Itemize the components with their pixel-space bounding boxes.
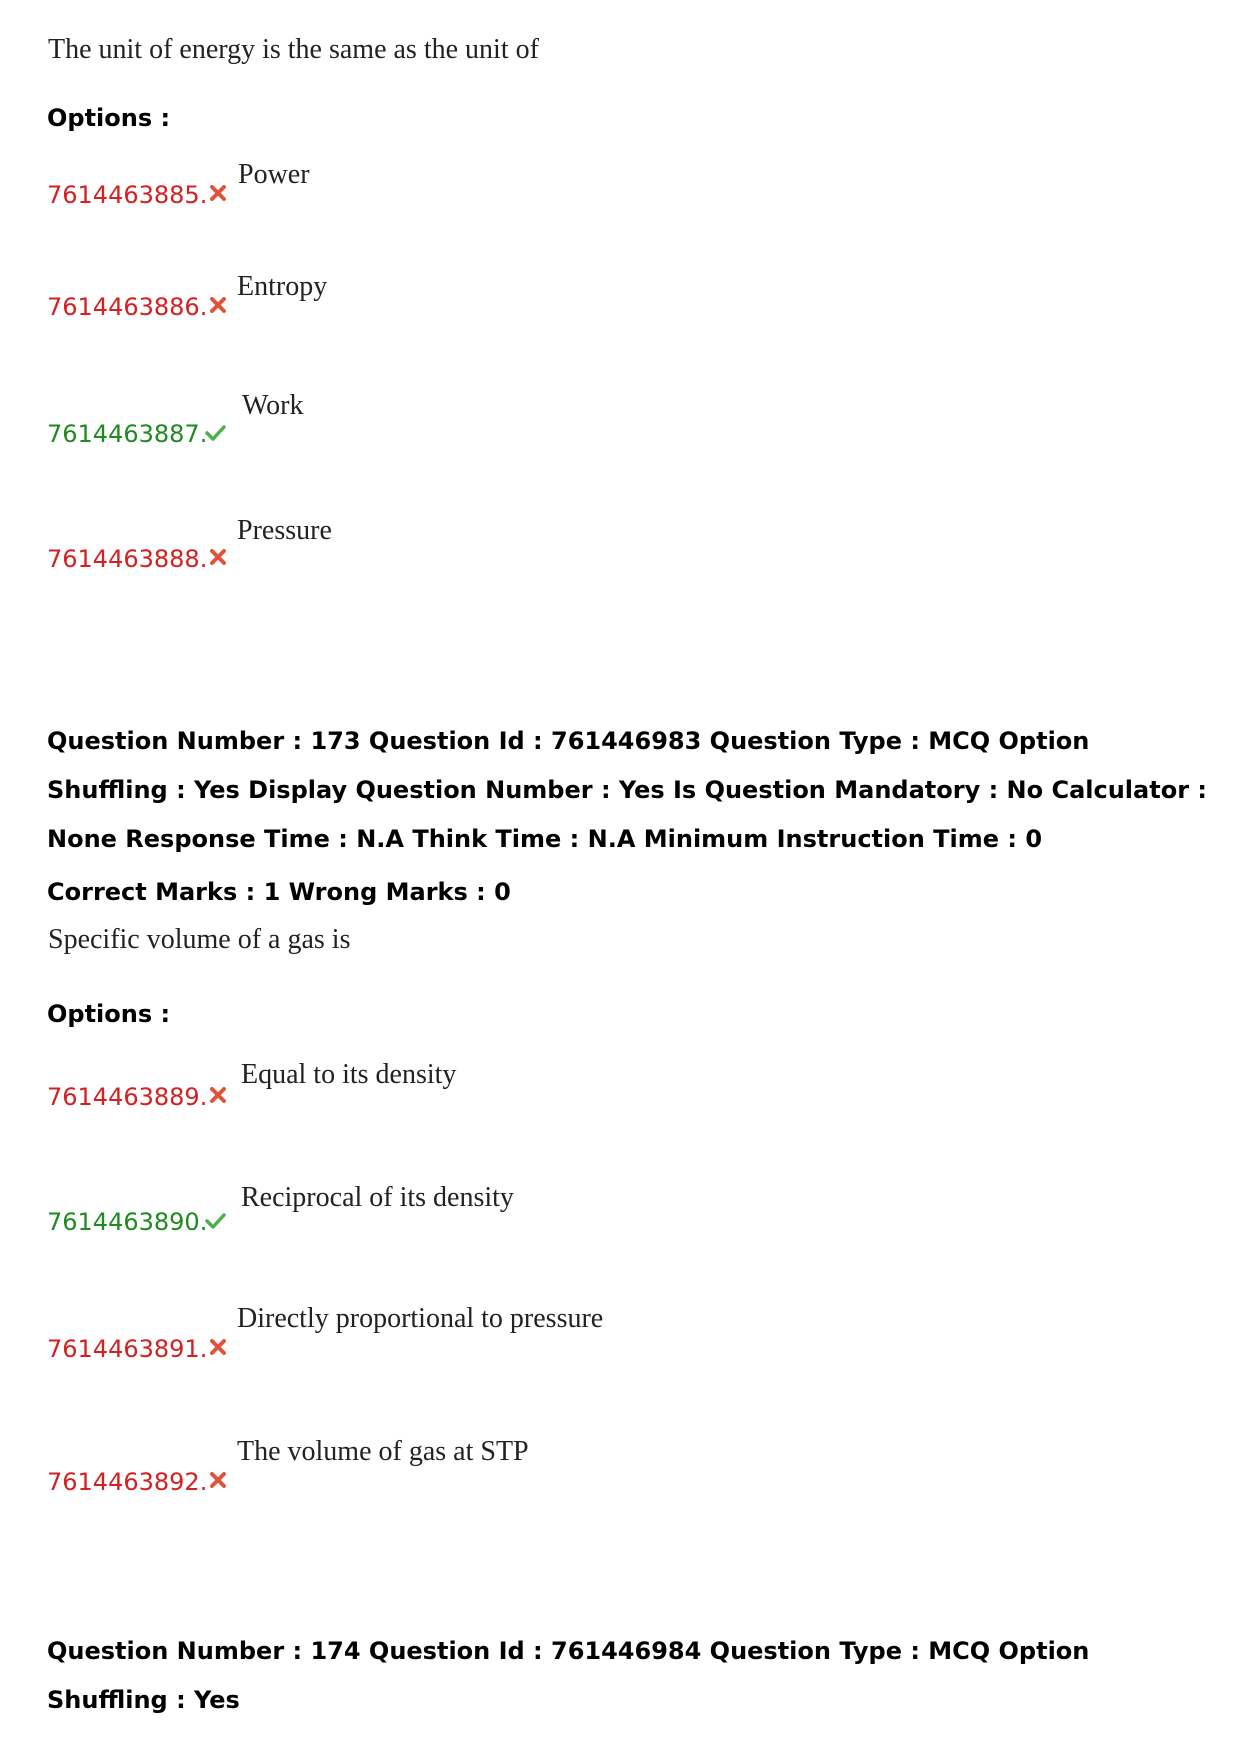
options-label: Options :: [47, 1000, 171, 1028]
option-text: Power: [238, 159, 310, 190]
option-text: Directly proportional to pressure: [237, 1303, 604, 1334]
option-id: 7614463890.: [47, 1208, 208, 1236]
option-id: 7614463886.: [47, 293, 208, 321]
options-label: Options :: [47, 104, 171, 132]
cross-icon: [207, 546, 229, 568]
option-id: 7614463892.: [47, 1468, 208, 1496]
option-text: Pressure: [237, 515, 332, 546]
option-text: The volume of gas at STP: [237, 1436, 529, 1467]
cross-icon: [207, 1084, 229, 1106]
check-icon: [204, 422, 226, 444]
check-icon: [204, 1210, 226, 1232]
cross-icon: [207, 1469, 229, 1491]
option-id: 7614463887.: [47, 420, 208, 448]
option-id: 7614463885.: [47, 181, 208, 209]
option-text: Equal to its density: [241, 1059, 457, 1090]
option-id: 7614463891.: [47, 1335, 208, 1363]
option-id: 7614463889.: [47, 1083, 208, 1111]
question-meta: Question Number : 174 Question Id : 761446984 Question Type : MCQ Option Shuffling : Yes: [47, 1637, 1090, 1714]
option-text: Entropy: [237, 271, 328, 302]
question-meta: Question Number : 173 Question Id : 761446983 Question Type : MCQ Option Shuffling : Yes Display Question Number : Yes Is Question Mandatory : No Calculator : None Response Time : N.A Think Time : N.A Minimum Instruction Time : 0: [47, 727, 1207, 853]
question-text: Specific volume of a gas is: [48, 924, 351, 955]
question-text: The unit of energy is the same as the unit of: [48, 34, 539, 65]
option-text: Reciprocal of its density: [241, 1182, 514, 1213]
marks-info: Correct Marks : 1 Wrong Marks : 0: [47, 878, 511, 906]
cross-icon: [207, 182, 229, 204]
option-id: 7614463888.: [47, 545, 208, 573]
option-text: Work: [242, 390, 304, 421]
cross-icon: [207, 1336, 229, 1358]
cross-icon: [207, 294, 229, 316]
